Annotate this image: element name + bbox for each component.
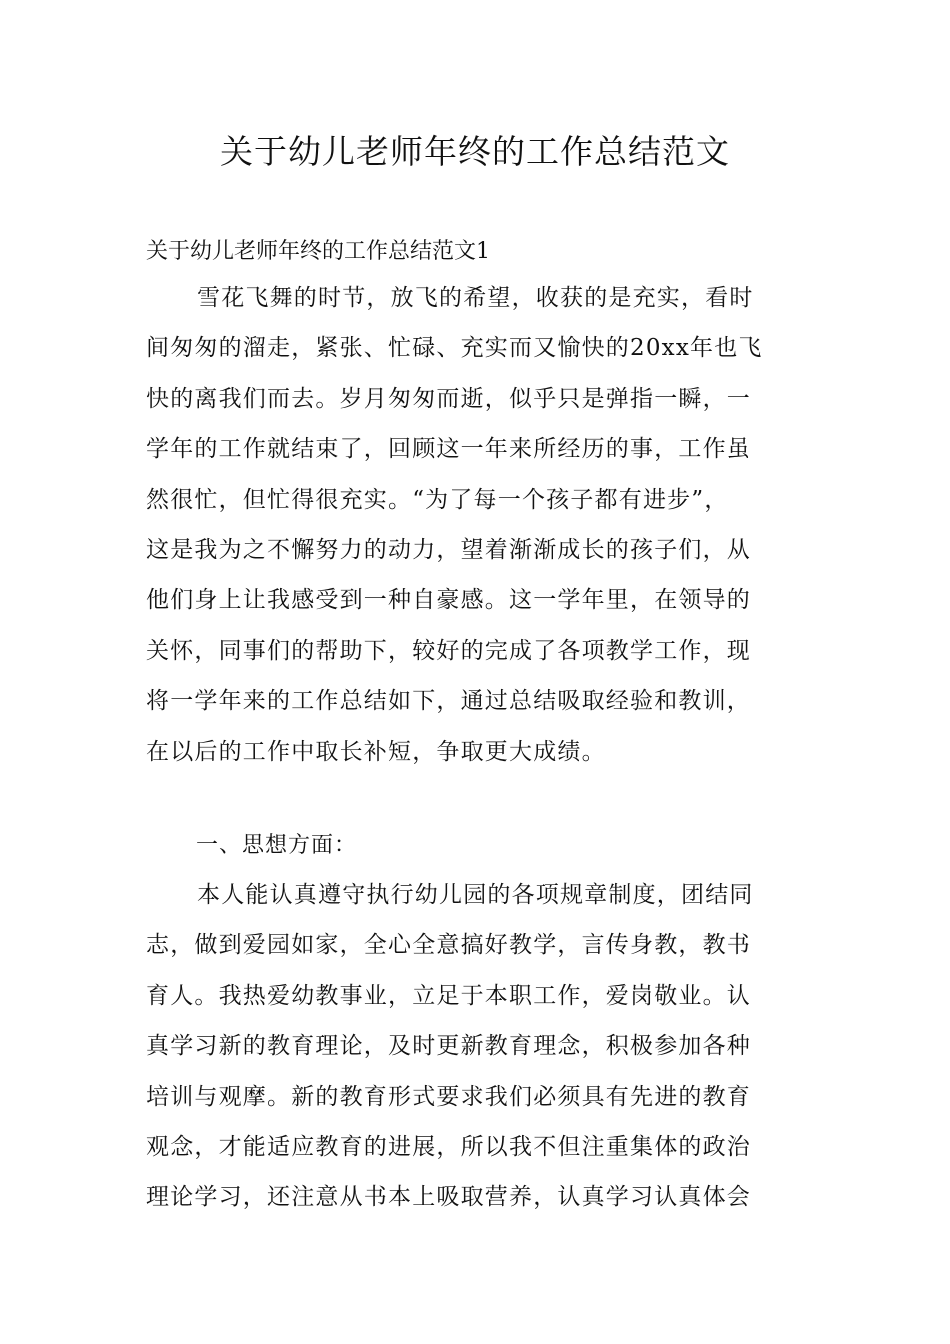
intro-paragraph: [146, 273, 808, 777]
paragraph-line: 间匆匆的溜走，紧张、忙碌、充实而又愉快的20xx年也飞: [146, 335, 763, 362]
section-heading: 一、思想方面：: [196, 833, 358, 858]
paragraph-line: 培训与观摩。新的教育形式要求我们必须具有先进的教育: [146, 1083, 751, 1110]
paragraph-line: 快的离我们而去。岁月匆匆而逝，似乎只是弹指一瞬，一: [146, 385, 751, 412]
paragraph-line: 理论学习，还注意从书本上吸取营养，认真学习认真体会: [146, 1184, 751, 1211]
section-paragraph: [146, 870, 808, 1223]
document-title: 关于幼儿老师年终的工作总结范文: [220, 132, 730, 171]
paragraph-line: 学年的工作就结束了，回顾这一年来所经历的事，工作虽: [146, 436, 751, 463]
paragraph-line: 观念，才能适应教育的进展，所以我不但注重集体的政治: [146, 1133, 751, 1160]
article-subtitle: 关于幼儿老师年终的工作总结范文1: [146, 239, 490, 264]
paragraph-line: 这是我为之不懈努力的动力，望着渐渐成长的孩子们，从: [146, 536, 751, 563]
paragraph-line: 他们身上让我感受到一种自豪感。这一学年里，在领导的: [146, 587, 751, 614]
paragraph-line: 然很忙，但忙得很充实。“为了每一个孩子都有进步”，: [146, 486, 729, 513]
paragraph-line: 将一学年来的工作总结如下，通过总结吸取经验和教训，: [146, 688, 751, 715]
paragraph-line: 本人能认真遵守执行幼儿园的各项规章制度，团结同: [197, 882, 754, 908]
paragraph-line: 雪花飞舞的时节，放飞的希望，收获的是充实，看时: [197, 285, 754, 311]
paragraph-line: 育人。我热爱幼教事业，立足于本职工作，爱岗敬业。认: [146, 982, 751, 1009]
paragraph-line: 关怀，同事们的帮助下，较好的完成了各项教学工作，现: [146, 637, 751, 664]
paragraph-line: 志，做到爱园如家，全心全意搞好教学，言传身教，教书: [146, 932, 751, 959]
paragraph-line: 在以后的工作中取长补短，争取更大成绩。: [146, 738, 606, 765]
paragraph-line: 真学习新的教育理论，及时更新教育理念，积极参加各种: [146, 1033, 751, 1060]
